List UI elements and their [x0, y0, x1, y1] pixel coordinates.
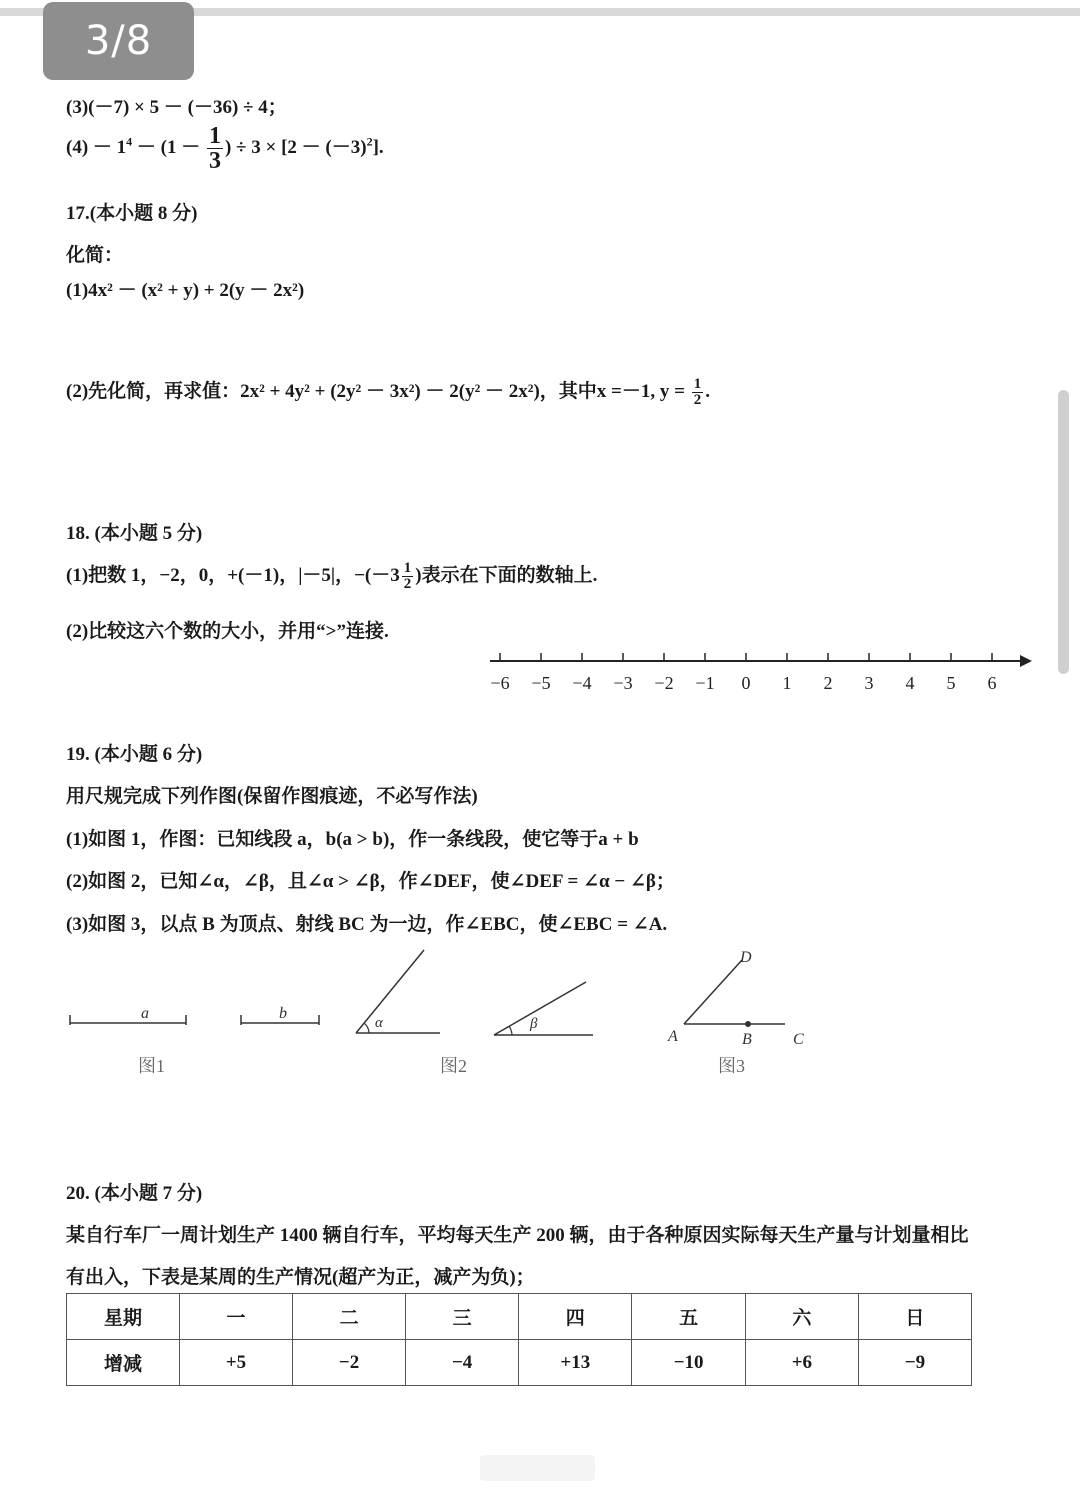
number-line-tick-label: 1: [782, 673, 792, 693]
number-line-tick-label: −4: [572, 673, 592, 693]
fig3-label-d: D: [740, 949, 752, 966]
scrollbar-thumb[interactable]: [1058, 390, 1069, 674]
number-line-tick-label: 3: [864, 673, 874, 693]
q19-intro: 用尺规完成下列作图(保留作图痕迹，不必写作法): [66, 786, 478, 807]
q16-part4-exp: 4: [126, 134, 133, 149]
q19-part1: (1)如图 1，作图：已知线段 a，b(a > b)，作一条线段，使它等于a + b: [66, 829, 639, 850]
q16-part4-d: ].: [372, 136, 384, 158]
production-table: [66, 1293, 972, 1386]
fig3-diagram: [684, 960, 785, 1027]
fig1-caption: 图1: [138, 1056, 165, 1076]
table-cell-day: 六: [745, 1294, 858, 1340]
q17-part2: [66, 376, 710, 408]
table-cell-value: −2: [293, 1340, 406, 1386]
q20-line1: 某自行车厂一周计划生产 1400 辆自行车，平均每天生产 200 辆，由于各种原因实际每天生产量与计划量相比: [66, 1225, 969, 1246]
q17-heading: 17.(本小题 8 分): [66, 203, 198, 224]
number-line-tick-label: −6: [490, 673, 510, 693]
table-row-change: [67, 1340, 972, 1386]
q18-part1-fraction: $\frac{1}{2}$: [403, 560, 412, 593]
table-cell-value: −10: [632, 1340, 745, 1386]
number-line-tick-label: 0: [741, 673, 751, 693]
fig3-label-c: C: [793, 1031, 804, 1048]
q18-part1: [66, 560, 597, 592]
table-cell-value: +13: [519, 1340, 632, 1386]
fig3-point-b: [745, 1021, 751, 1027]
q16-part4-b: － (1 －: [132, 136, 201, 158]
fig2-label-alpha: α: [375, 1015, 383, 1031]
q19-heading: 19. (本小题 6 分): [66, 744, 203, 765]
watermark: [480, 1455, 595, 1481]
q20-heading: 20. (本小题 7 分): [66, 1183, 203, 1204]
q16-part3: (3)(－7) × 5 － (－36) ÷ 4；: [66, 97, 287, 118]
fig2-label-beta: β: [530, 1016, 538, 1032]
q16-part4-a: (4) － 1: [66, 136, 127, 158]
table-head-weekday: 星期: [67, 1294, 180, 1340]
number-line-tick-label: 6: [987, 673, 997, 693]
fig1-label-a: a: [141, 1005, 149, 1022]
q16-part4-c: ) ÷ 3 × [2 － (－3): [224, 136, 367, 158]
q19-figures: [60, 940, 840, 1090]
number-line-tick-label: 4: [905, 673, 915, 693]
fig3-label-b: B: [742, 1031, 752, 1048]
fig1-segment-a: [70, 1015, 186, 1025]
number-line-tick-label: −3: [613, 673, 633, 693]
number-line-tick-label: −2: [654, 673, 674, 693]
table-cell-value: −4: [406, 1340, 519, 1386]
number-line-tick-label: −5: [531, 673, 551, 693]
table-cell-day: 五: [632, 1294, 745, 1340]
table-cell-day: 日: [858, 1294, 971, 1340]
table-cell-value: +6: [745, 1340, 858, 1386]
q18-part2: (2)比较这六个数的大小，并用“>”连接.: [66, 621, 389, 642]
table-cell-day: 四: [519, 1294, 632, 1340]
fig1-label-b: b: [279, 1005, 287, 1022]
table-head-change: 增减: [67, 1340, 180, 1386]
q17-part2-end: .: [705, 381, 710, 402]
q20-line2: 有出入，下表是某周的生产情况(超产为正，减产为负)；: [66, 1267, 535, 1288]
table-cell-day: 二: [293, 1294, 406, 1340]
table-cell-value: −9: [858, 1340, 971, 1386]
page-indicator: 3/8: [43, 2, 194, 80]
q17-part2-fraction: $\frac{1}{2}$: [693, 376, 702, 409]
fig2-angle-alpha: [356, 950, 440, 1033]
q18-heading: 18. (本小题 5 分): [66, 523, 203, 544]
fig2-angle-beta: [494, 982, 593, 1035]
q17-intro: 化简：: [66, 245, 124, 266]
number-line-tick-label: −1: [695, 673, 715, 693]
fig3-caption: 图3: [718, 1056, 745, 1076]
number-line-tick-label: 2: [823, 673, 833, 693]
q18-part1-a: (1)把数 1，−2，0，+(－1)，|－5|，−(－3: [66, 565, 400, 586]
q17-part2-text: (2)先化简，再求值：2x² + 4y² + (2y² － 3x²) － 2(y² － 2x²)，其中x =－1, y =: [66, 381, 685, 402]
number-line: [480, 645, 1040, 705]
q16-part4: [66, 124, 384, 173]
q19-part2: (2)如图 2，已知∠α，∠β，且∠α > ∠β，作∠DEF，使∠DEF = ∠α − ∠β；: [66, 871, 675, 892]
fig3-label-a: A: [668, 1028, 678, 1045]
q19-part3: (3)如图 3，以点 B 为顶点、射线 BC 为一边，作∠EBC，使∠EBC = ∠A.: [66, 914, 668, 935]
number-line-ticks: [490, 653, 996, 693]
table-cell-day: 三: [406, 1294, 519, 1340]
fig2-caption: 图2: [440, 1056, 467, 1076]
q16-part4-exp2: 2: [366, 134, 373, 149]
number-line-arrow-icon: [1020, 655, 1032, 667]
number-line-tick-label: 5: [946, 673, 956, 693]
q17-part1: (1)4x² － (x² + y) + 2(y － 2x²): [66, 280, 305, 301]
table-row-days: [67, 1294, 972, 1340]
table-cell-day: 一: [180, 1294, 293, 1340]
table-cell-value: +5: [180, 1340, 293, 1386]
q16-part4-fraction: $\frac{1}{3}$: [208, 123, 221, 174]
q18-part1-b: )表示在下面的数轴上.: [415, 565, 598, 586]
